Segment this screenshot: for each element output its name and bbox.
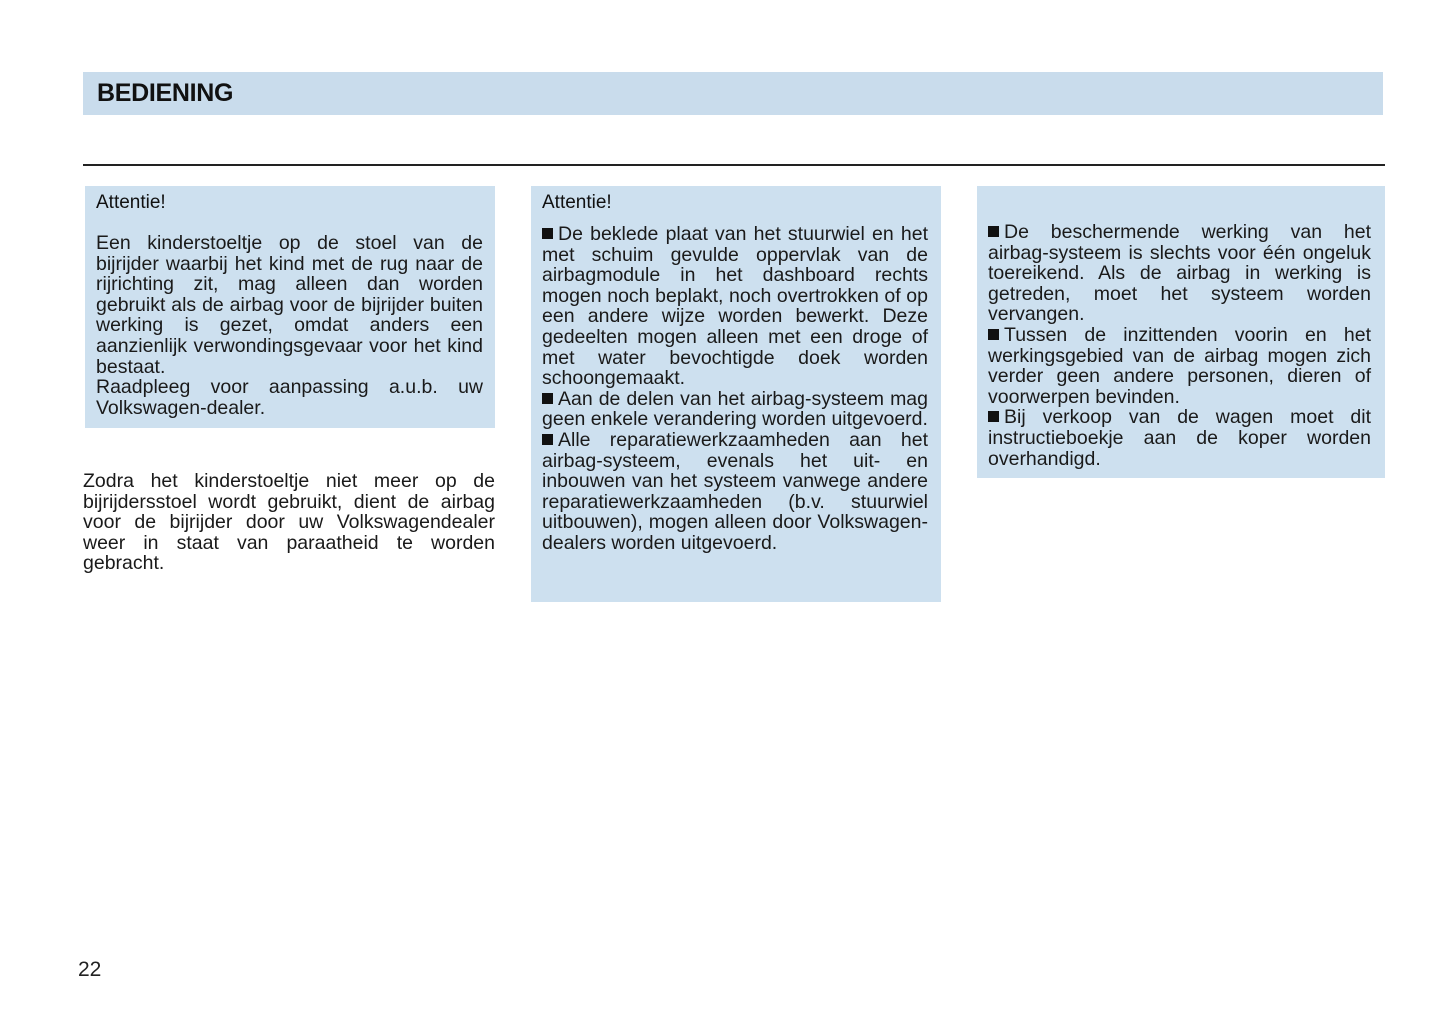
section-header-bar [83, 72, 1383, 115]
attention-body [96, 233, 483, 418]
attention-paragraph: Een kinderstoeltje op de stoel van de bijrijder waarbij het kind met de rug naar de rijrichting zit, mag alleen dan worden gebruikt als de airbag voor de bijrijder buiten werking is gezet, omdat anders een aanzienlijk verwondingsgevaar voor het kind bestaat. [96, 232, 483, 378]
square-bullet-icon [542, 393, 553, 404]
bullet-text: De beschermende werking van het airbag-systeem is slechts voor één ongeluk toereikend. Als de airbag in werking is getreden, moet het systeem worden vervangen. [988, 221, 1371, 326]
attention-box-left [85, 186, 495, 428]
attention-heading: Attentie! [96, 192, 166, 213]
attention-body [542, 224, 928, 554]
bullet-item [542, 389, 928, 430]
attention-box-right [977, 186, 1385, 478]
bullet-text: De beklede plaat van het stuurwiel en het met schuim gevulde oppervlak van de airbagmodule in het dashboard rechts mogen noch beplakt, noch overtrokken of op een andere wijze worden bewerkt. Deze gedeelten mogen alleen met een droge of met water bevochtigde doek worden schoongemaakt. [542, 223, 928, 390]
attention-body [988, 222, 1371, 469]
bullet-item [988, 407, 1371, 469]
attention-paragraph: Raadpleeg voor aanpassing a.u.b. uw Volkswagen-dealer. [96, 376, 483, 419]
bullet-text: Alle reparatiewerkzaamheden aan het airbag-systeem, evenals het uit- en inbouwen van het systeem vanwege andere reparatiewerkzaamheden (b.v. stuurwiel uitbouwen), mogen alleen door Volkswagen-dealers worden uitgevoerd. [542, 428, 928, 554]
attention-box-middle [531, 186, 941, 602]
bullet-item [988, 325, 1371, 407]
bullet-item [542, 430, 928, 554]
square-bullet-icon [988, 226, 999, 237]
square-bullet-icon [542, 434, 553, 445]
bullet-text: Aan de delen van het airbag-systeem mag geen enkele verandering worden uitgevoerd. [542, 387, 928, 431]
horizontal-rule [83, 164, 1385, 166]
bullet-item [988, 222, 1371, 325]
bullet-item [542, 224, 928, 389]
square-bullet-icon [542, 228, 553, 239]
attention-heading: Attentie! [542, 192, 612, 213]
page-number: 22 [78, 958, 102, 981]
bullet-text: Bij verkoop van de wagen moet dit instructieboekje aan de koper worden overhandigd. [988, 406, 1371, 470]
square-bullet-icon [988, 329, 999, 340]
square-bullet-icon [988, 411, 999, 422]
section-title: BEDIENING [97, 79, 234, 107]
bullet-text: Tussen de inzittenden voorin en het werkingsgebied van de airbag mogen zich verder geen andere personen, dieren of voorwerpen bevinden. [988, 323, 1371, 408]
body-paragraph: Zodra het kinderstoeltje niet meer op de bijrijdersstoel wordt gebruikt, dient de airbag voor de bijrijder door uw Volkswagendealer weer in staat van paraatheid te worden gebracht. [83, 470, 495, 575]
